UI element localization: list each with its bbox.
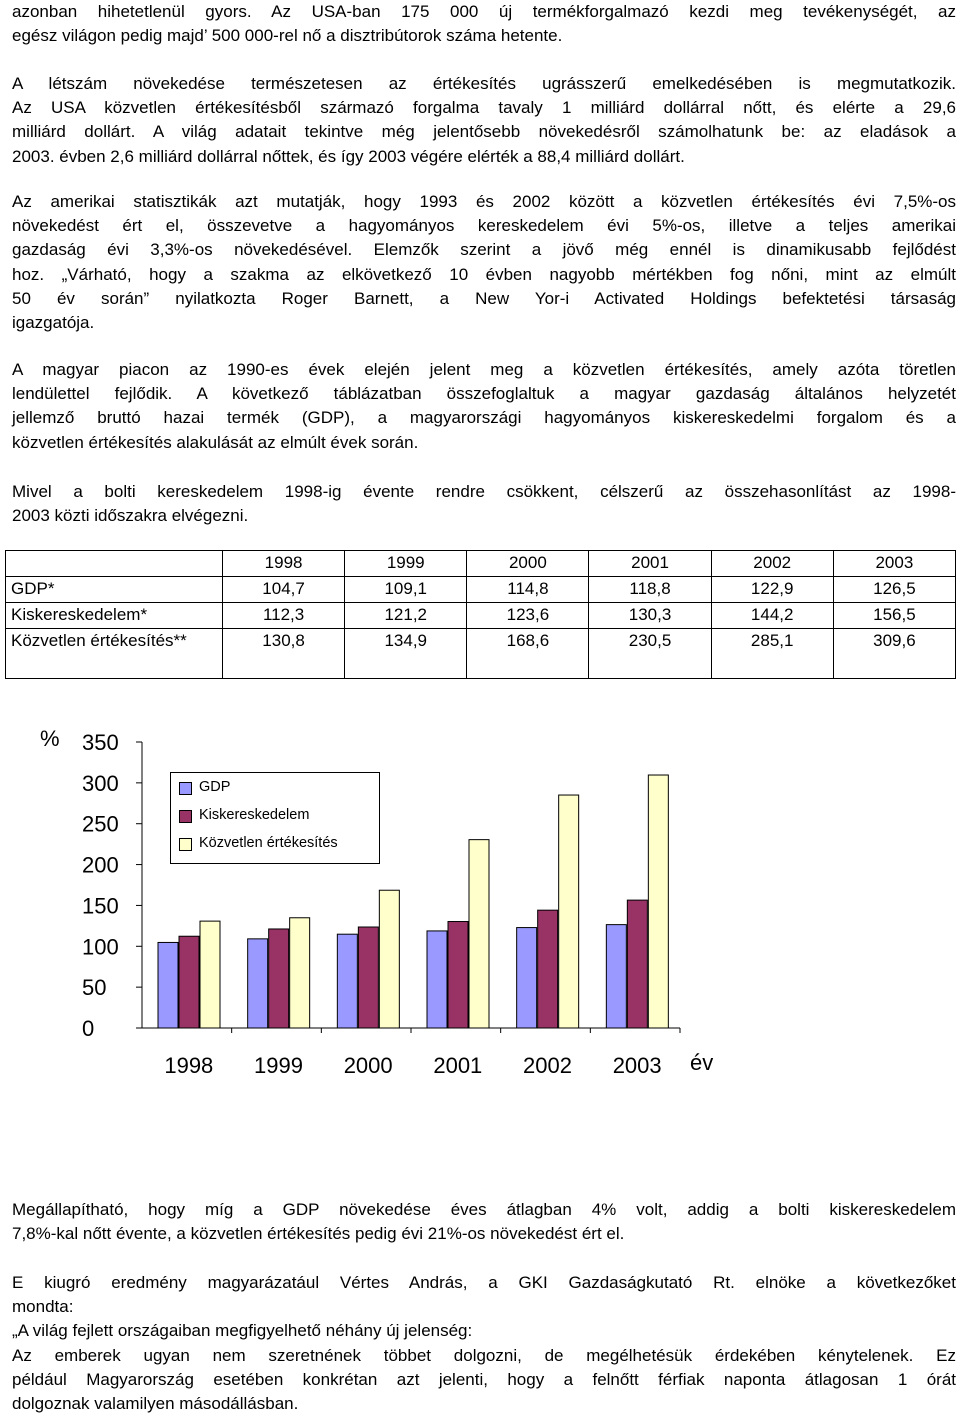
text-line: A magyar piacon az 1990-es évek elején jelent meg a közvetlen értékesítés, amely azóta töretlen [12,360,956,379]
text-line: azonban hihetetlenül gyors. Az USA-ban 175 000 új termékforgalmazó kezdi meg tevékenységét, az [12,2,956,21]
y-tick-label: 100 [82,934,119,960]
bar-gdp [158,942,178,1028]
bar-kiskereskedelem [448,922,468,1028]
y-tick-label: 250 [82,811,119,837]
table-cell: 109,1 [345,577,467,603]
x-tick-label: 2000 [343,1053,393,1078]
paragraph-3 [12,190,956,335]
legend-swatch [179,810,192,823]
table-header-cell: 1998 [223,551,345,577]
table-cell: 118,8 [589,577,711,603]
bar-gdp [517,928,537,1028]
chart-legend [170,772,380,864]
table-cell: 285,1 [711,629,833,679]
table-cell: 309,6 [833,629,955,679]
text-line: gazdaság évi 3,3%-os növekedésével. Elemzők szerint a jövő még ennél is dinamikusabb fejlődést [12,240,956,260]
table-cell: 126,5 [833,577,955,603]
text-line: lendülettel fejlődik. A következő táblázatban összefoglaltuk a magyar gazdaság általános helyzetét [12,384,956,404]
y-tick-label: 0 [82,1016,95,1041]
bar-kiskereskedelem [269,929,289,1028]
table-header-cell: 2001 [589,551,711,577]
table-cell: 144,2 [711,603,833,629]
text-line: egész világon pedig majd’ 500 000-rel nő a disztribútorok száma hetente. [12,26,563,46]
y-axis-label: % [40,726,60,751]
table-header-cell: 2003 [833,551,955,577]
bar-chart [0,712,960,1112]
text-line: növekedést ért el, összevetve a hagyományos kereskedelem évi 5%-os, illetve a teljes amerikai [12,216,956,236]
table-row-kiskereskedelem [6,603,956,629]
x-axis-label: év [690,1050,714,1075]
text-line: 7,8%-kal nőtt évente, a közvetlen értékesítés pedig évi 21%-os növekedést ért el. [12,1224,625,1244]
y-tick-label: 300 [82,770,119,796]
legend-label: Közvetlen értékesítés [199,835,338,851]
table-cell: 130,8 [223,629,345,679]
table-row-kozvetlen [6,629,956,679]
text-line: milliárd dollárt. A világ adatait tekintve még jelentősebb növekedésről számolhatunk be: az eladások a [12,122,956,142]
text-line: 2003. évben 2,6 milliárd dollárral nőttek, és így 2003 végére elérték a 88,4 milliárd dollárt. [12,146,685,166]
bar-kiskereskedelem [627,900,647,1028]
y-tick-label: 350 [82,730,119,755]
data-table [5,550,956,679]
paragraph-5 [12,480,956,528]
x-tick-label: 2003 [612,1053,662,1078]
text-line: 2003 közti időszakra elvégezni. [12,506,249,526]
text-line: E kiugró eredmény magyarázatául Vértes András, a GKI Gazdaságkutató Rt. elnöke a következőket [12,1273,956,1292]
table-cell: 112,3 [223,603,345,629]
paragraph-7 [12,1271,956,1416]
paragraph-1 [12,0,956,48]
text-line: például Magyarország esetében konkrétan azt jelenti, hogy a felnőtt férfiak naponta átlagosan 1 órát [12,1369,956,1389]
bar-kozvetlen-ertekesites [648,775,668,1028]
bar-gdp [248,939,268,1028]
row-label: GDP* [6,577,223,603]
table-cell: 104,7 [223,577,345,603]
table-cell: 230,5 [589,629,711,679]
text-line: A létszám növekedése természetesen az értékesítés ugrásszerű emelkedésében is megmutatkozik. [12,74,956,93]
bar-kiskereskedelem [538,910,558,1028]
x-tick-label: 2002 [523,1053,572,1078]
table-cell: 114,8 [467,577,589,603]
table-header-cell [6,551,223,577]
legend-item-kiskereskedelem [199,807,309,823]
x-tick-label: 1999 [254,1053,303,1078]
text-line: Az emberek ugyan nem szeretnének többet dolgozni, de megélhetésük érdekében kénytelenek. Ez [12,1345,956,1365]
x-tick-label: 2001 [433,1053,483,1078]
text-line: Mivel a bolti kereskedelem 1998-ig évente rendre csökkent, célszerű az összehasonlítást az 1998- [12,482,956,501]
table-header-cell: 2002 [711,551,833,577]
bar-kozvetlen-ertekesites [200,921,220,1028]
legend-item-kozvetlen [199,835,338,851]
bar-kiskereskedelem [358,927,378,1028]
table-cell: 134,9 [345,629,467,679]
bar-kiskereskedelem [179,936,199,1028]
table-cell: 130,3 [589,603,711,629]
text-line: Megállapítható, hogy míg a GDP növekedése éves átlagban 4% volt, addig a bolti kiskereskedelem [12,1200,956,1219]
text-line: közvetlen értékesítés alakulását az elmúlt évek során. [12,432,419,452]
bar-kozvetlen-ertekesites [469,840,489,1028]
text-line: „A világ fejlett országaiban megfigyelhető néhány új jelenség: [12,1321,473,1341]
y-tick-label: 200 [82,852,119,878]
legend-swatch [179,838,192,851]
legend-label: Kiskereskedelem [199,807,310,823]
bar-kozvetlen-ertekesites [559,795,579,1028]
table-cell: 168,6 [467,629,589,679]
table-header-cell: 2000 [467,551,589,577]
text-line: jellemző bruttó hazai termék (GDP), a magyarországi hagyományos kiskereskedelmi forgalom és a [12,408,956,428]
y-tick-label: 50 [82,975,107,1001]
table-header-cell: 1999 [345,551,467,577]
paragraph-6 [12,1198,956,1246]
y-tick-label: 150 [82,893,119,919]
text-line: Az amerikai statisztikák azt mutatják, hogy 1993 és 2002 között a közvetlen értékesítés évi 7,5%-os [12,192,956,211]
legend-item-gdp [199,779,230,795]
bar-kozvetlen-ertekesites [379,890,399,1028]
table-cell: 156,5 [833,603,955,629]
x-tick-label: 1998 [164,1053,214,1078]
table-header-row [6,551,956,577]
text-line: igazgatója. [12,313,95,333]
text-line: Az USA közvetlen értékesítésből származó forgalma tavaly 1 milliárd dollárral nőtt, és elérte a 29,6 [12,98,956,118]
legend-label: GDP [199,779,231,795]
row-label: Kiskereskedelem* [6,603,223,629]
table-cell: 122,9 [711,577,833,603]
table-cell: 123,6 [467,603,589,629]
text-line: mondta: [12,1297,74,1317]
table-cell: 121,2 [345,603,467,629]
text-line: dolgoznak valamilyen másodállásban. [12,1394,299,1414]
paragraph-2 [12,72,956,169]
paragraph-4 [12,358,956,455]
table-row-gdp [6,577,956,603]
row-label: Közvetlen értékesítés** [6,629,223,679]
text-line: hoz. „Várható, hogy a szakma az elkövetkező 10 évben nagyobb mértékben fog nőni, mint az elmúlt [12,264,956,284]
legend-swatch [179,782,192,795]
bar-gdp [427,931,447,1028]
text-line: 50 év során” nyilatkozta Roger Barnett, a New Yor-i Activated Holdings befektetési társaság [12,288,956,308]
bar-gdp [337,934,357,1028]
bar-gdp [606,925,626,1028]
bar-kozvetlen-ertekesites [290,918,310,1028]
